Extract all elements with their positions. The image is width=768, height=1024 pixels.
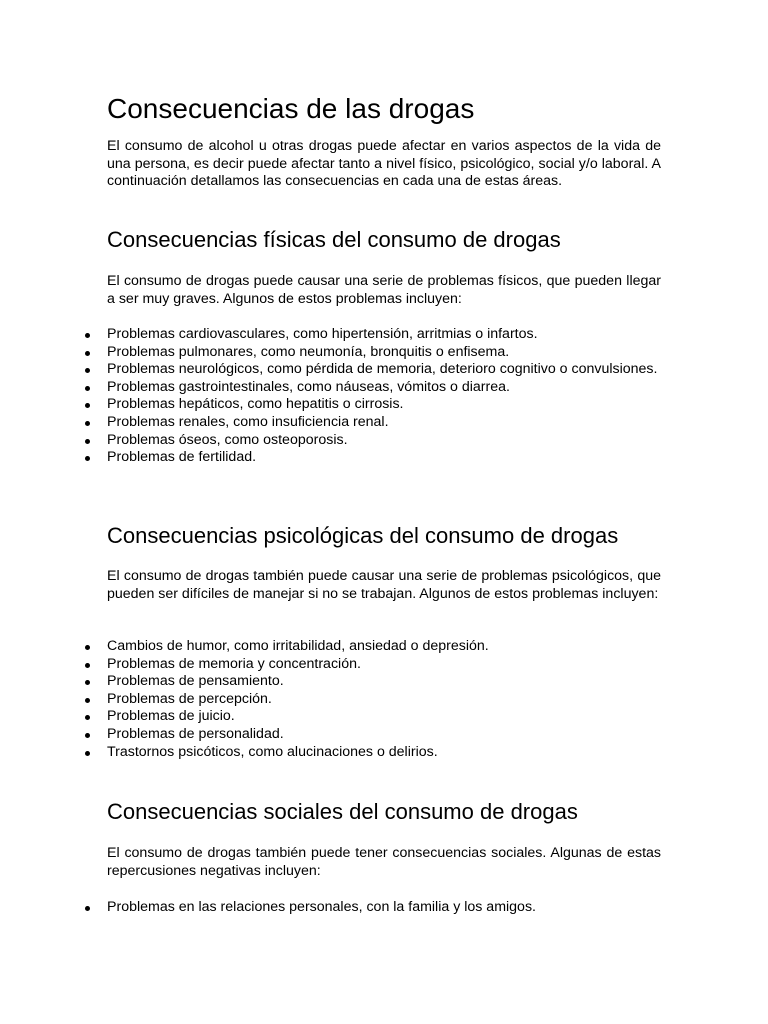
bullet-icon [85, 368, 90, 373]
list-item: Problemas óseos, como osteoporosis. [0, 432, 661, 450]
bullet-icon [85, 439, 90, 444]
bullet-icon [85, 645, 90, 650]
bullet-icon [85, 733, 90, 738]
bullet-list-physical [0, 326, 661, 467]
bullet-icon [85, 351, 90, 356]
list-item: Problemas de personalidad. [0, 726, 661, 744]
bullet-icon [85, 333, 90, 338]
bullet-list-psychological [0, 638, 661, 761]
bullet-icon [85, 715, 90, 720]
bullet-icon [85, 663, 90, 668]
list-item: Problemas de pensamiento. [0, 673, 661, 691]
list-item: Problemas de memoria y concentración. [0, 656, 661, 674]
list-item: Problemas de juicio. [0, 708, 661, 726]
list-item: Cambios de humor, como irritabilidad, ansiedad o depresión. [0, 638, 661, 656]
list-item: Problemas neurológicos, como pérdida de memoria, deterioro cognitivo o convulsiones. [0, 361, 661, 379]
list-item: Problemas cardiovasculares, como hipertensión, arritmias o infartos. [0, 326, 661, 344]
list-item: Problemas en las relaciones personales, con la familia y los amigos. [0, 899, 661, 917]
page-title: Consecuencias de las drogas [107, 93, 475, 124]
section-heading-psychological: Consecuencias psicológicas del consumo de drogas [107, 523, 619, 548]
section-paragraph-social: El consumo de drogas también puede tener consecuencias sociales. Algunas de estas repercusiones negativas incluyen: [107, 845, 661, 879]
section-heading-physical: Consecuencias físicas del consumo de drogas [107, 227, 561, 252]
bullet-icon [85, 751, 90, 756]
section-paragraph-psychological: El consumo de drogas también puede causar una serie de problemas psicológicos, que pueden ser difíciles de manejar si no se trabajan. Algunos de estos problemas incluyen: [107, 568, 661, 602]
bullet-icon [85, 456, 90, 461]
list-item: Problemas hepáticos, como hepatitis o cirrosis. [0, 396, 661, 414]
list-item: Problemas de percepción. [0, 691, 661, 709]
bullet-icon [85, 906, 90, 911]
bullet-list-social [0, 899, 661, 917]
intro-paragraph: El consumo de alcohol u otras drogas puede afectar en varios aspectos de la vida de una persona, es decir puede afectar tanto a nivel físico, psicológico, social y/o laboral. A continuación detallamos las consecuencias en cada una de estas áreas. [107, 138, 661, 190]
section-heading-social: Consecuencias sociales del consumo de drogas [107, 799, 578, 824]
list-item: Problemas de fertilidad. [0, 449, 661, 467]
bullet-icon [85, 421, 90, 426]
bullet-icon [85, 386, 90, 391]
list-item: Problemas gastrointestinales, como náuseas, vómitos o diarrea. [0, 379, 661, 397]
bullet-icon [85, 680, 90, 685]
bullet-icon [85, 403, 90, 408]
bullet-icon [85, 698, 90, 703]
list-item: Trastornos psicóticos, como alucinaciones o delirios. [0, 744, 661, 762]
list-item: Problemas pulmonares, como neumonía, bronquitis o enfisema. [0, 344, 661, 362]
list-item: Problemas renales, como insuficiencia renal. [0, 414, 661, 432]
section-paragraph-physical: El consumo de drogas puede causar una serie de problemas físicos, que pueden llegar a ser muy graves. Algunos de estos problemas incluyen: [107, 273, 661, 307]
